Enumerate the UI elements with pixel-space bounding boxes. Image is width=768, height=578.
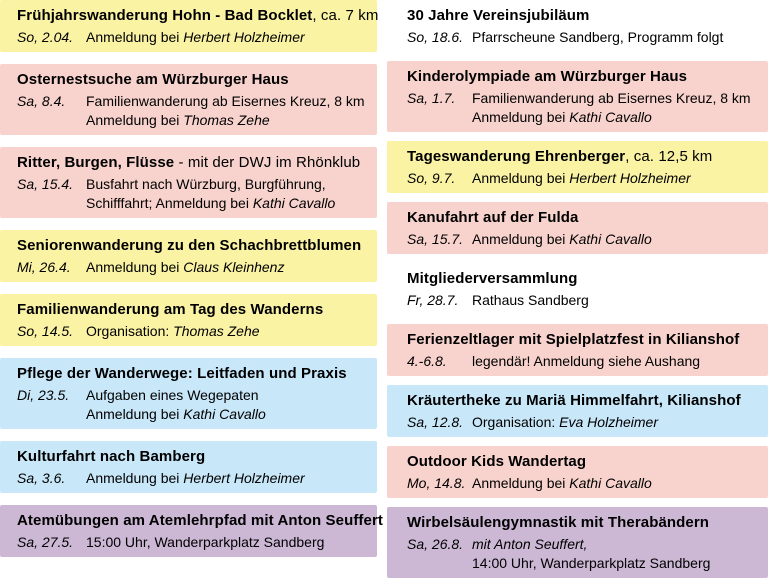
detail-text: Anmeldung bei (472, 231, 570, 247)
event-details (86, 533, 365, 552)
detail-text: legendär! Anmeldung siehe Aushang (472, 353, 701, 369)
event-title-text: 30 Jahre Vereinsjubiläum (407, 7, 590, 24)
event-date: Sa, 15.4. (17, 176, 74, 192)
event-details (472, 413, 756, 432)
event-date: So, 2.04. (17, 29, 74, 45)
event-title-text: Wirbelsäulengymnastik mit Therabändern (407, 514, 710, 531)
event-detail-line (472, 230, 756, 249)
event-detail-line (86, 386, 365, 405)
detail-text: Familienwanderung ab Eisernes Kreuz, 8 km (86, 93, 365, 109)
event-detail-line (472, 352, 756, 371)
column-right (387, 0, 768, 571)
person-name: Kathi Cavallo (569, 475, 652, 491)
event-details (86, 28, 365, 47)
event-title (17, 364, 365, 384)
detail-text: Anmeldung bei (86, 470, 184, 486)
event-detail-line (472, 535, 756, 554)
person-name: Herbert Holzheimer (569, 170, 691, 186)
event-details (472, 28, 756, 47)
event-card (387, 202, 768, 254)
detail-text: Organisation: (472, 414, 560, 430)
event-detail-line (86, 322, 365, 341)
person-name: mit Anton Seuffert, (472, 536, 588, 552)
event-detail-line (472, 554, 756, 573)
event-details (472, 352, 756, 371)
column-left (0, 0, 383, 550)
event-details (472, 169, 756, 188)
person-name: Kathi Cavallo (252, 195, 336, 211)
event-date: So, 14.5. (17, 323, 74, 339)
event-detail-line (86, 405, 365, 424)
event-title (407, 269, 756, 289)
event-date: Sa, 12.8. (407, 414, 464, 430)
event-date: Sa, 1.7. (407, 90, 456, 106)
event-title-suffix: , ca. 12,5 km (625, 148, 713, 165)
event-title-suffix: - mit der DWJ im Rhönklub (174, 154, 361, 171)
event-title (407, 147, 756, 167)
event-title-text: Kinderolympiade am Würzburger Haus (407, 68, 688, 85)
event-details (472, 474, 756, 493)
event-card (0, 358, 377, 429)
event-row (407, 535, 756, 573)
event-row (407, 291, 756, 310)
detail-text: Anmeldung bei (472, 170, 570, 186)
event-date: Sa, 8.4. (17, 93, 66, 109)
event-card (387, 324, 768, 376)
event-card (0, 505, 383, 557)
event-details (472, 89, 756, 127)
event-details (86, 258, 365, 277)
event-detail-line (86, 92, 365, 111)
event-date: So, 18.6. (407, 29, 464, 45)
detail-text: Anmeldung bei (86, 406, 184, 422)
detail-text: Rathaus Sandberg (472, 292, 589, 308)
detail-text: Organisation: (86, 323, 174, 339)
event-card (387, 507, 768, 578)
event-row (17, 92, 365, 130)
event-title-text: Kulturfahrt nach Bamberg (17, 448, 206, 465)
detail-text: Anmeldung bei (86, 112, 184, 128)
event-title-text: Osternestsuche am Würzburger Haus (17, 71, 289, 88)
event-row (17, 533, 365, 552)
event-card (0, 294, 377, 346)
event-detail-line (86, 111, 365, 130)
event-title (17, 300, 365, 320)
person-name: Claus Kleinhenz (183, 259, 285, 275)
event-row (17, 322, 365, 341)
event-card (387, 61, 768, 132)
event-detail-line (472, 291, 756, 310)
event-title-text: Outdoor Kids Wandertag (407, 453, 587, 470)
person-name: Herbert Holzheimer (183, 470, 305, 486)
event-date: Di, 23.5. (17, 387, 70, 403)
event-title (17, 6, 379, 26)
event-card (0, 230, 377, 282)
event-title (407, 391, 756, 411)
event-row (407, 89, 756, 127)
event-card (0, 0, 377, 52)
event-title-text: Ferienzeltlager mit Spielplatzfest in Kilianshof (407, 331, 740, 348)
event-details (86, 322, 365, 341)
event-row (407, 352, 756, 371)
event-detail-line (86, 258, 365, 277)
event-row (407, 474, 756, 493)
event-detail-line (86, 175, 365, 194)
event-detail-line (472, 474, 756, 493)
event-title-text: Kanufahrt auf der Fulda (407, 209, 579, 226)
event-details (472, 535, 756, 573)
event-row (407, 413, 756, 432)
event-card (387, 446, 768, 498)
event-details (86, 92, 365, 130)
person-name: Thomas Zehe (183, 112, 270, 128)
event-title-text: Kräutertheke zu Mariä Himmelfahrt, Kilianshof (407, 392, 741, 409)
event-detail-line (86, 533, 365, 552)
event-detail-line (472, 28, 756, 47)
event-title-text: Ritter, Burgen, Flüsse (17, 154, 175, 171)
event-title-text: Tageswanderung Ehrenberger (407, 148, 626, 165)
event-title (17, 70, 365, 90)
event-title (17, 447, 365, 467)
detail-text: Busfahrt nach Würzburg, Burgführung, (86, 176, 326, 192)
detail-text: Anmeldung bei (472, 109, 570, 125)
person-name: Kathi Cavallo (569, 231, 652, 247)
event-card (387, 385, 768, 437)
detail-text: Schifffahrt; Anmeldung bei (86, 195, 253, 211)
event-date: Sa, 27.5. (17, 534, 74, 550)
event-date: Sa, 26.8. (407, 536, 464, 552)
event-detail-line (472, 89, 756, 108)
event-card (0, 64, 377, 135)
event-card (387, 263, 768, 315)
event-date: Sa, 15.7. (407, 231, 464, 247)
event-date: 4.-6.8. (407, 353, 447, 369)
event-row (17, 386, 365, 424)
event-row (407, 230, 756, 249)
detail-text: 15:00 Uhr, Wanderparkplatz Sandberg (86, 534, 325, 550)
event-detail-line (86, 194, 365, 213)
detail-text: Anmeldung bei (472, 475, 570, 491)
event-date: Mi, 26.4. (17, 259, 71, 275)
event-row (17, 469, 365, 488)
event-date: Mo, 14.8. (407, 475, 466, 491)
event-details (472, 230, 756, 249)
event-row (17, 258, 365, 277)
detail-text: Pfarrscheune Sandberg, Programm folgt (472, 29, 724, 45)
event-title (17, 511, 383, 531)
person-name: Kathi Cavallo (569, 109, 652, 125)
event-details (86, 386, 365, 424)
event-title (407, 6, 756, 26)
event-row (17, 175, 365, 213)
event-detail-line (86, 28, 365, 47)
event-title-text: Atemübungen am Atemlehrpfad mit Anton Seuffert (17, 512, 383, 529)
event-title-text: Frühjahrswanderung Hohn - Bad Bocklet (17, 7, 313, 24)
event-title (407, 330, 756, 350)
event-card (387, 141, 768, 193)
event-date: So, 9.7. (407, 170, 456, 186)
event-title (407, 208, 756, 228)
event-detail-line (86, 469, 365, 488)
event-card (0, 147, 377, 218)
detail-text: Aufgaben eines Wegepaten (86, 387, 259, 403)
person-name: Eva Holzheimer (559, 414, 658, 430)
person-name: Kathi Cavallo (183, 406, 266, 422)
event-title (17, 236, 365, 256)
event-card (387, 0, 768, 52)
event-date: Sa, 3.6. (17, 470, 66, 486)
event-title-suffix: , ca. 7 km (312, 7, 379, 24)
person-name: Thomas Zehe (173, 323, 260, 339)
detail-text: Anmeldung bei (86, 259, 184, 275)
person-name: Herbert Holzheimer (183, 29, 305, 45)
event-date: Fr, 28.7. (407, 292, 459, 308)
event-title (407, 67, 756, 87)
event-details (86, 469, 365, 488)
event-row (407, 169, 756, 188)
event-details (86, 175, 365, 213)
event-detail-line (472, 169, 756, 188)
event-detail-line (472, 108, 756, 127)
event-details (472, 291, 756, 310)
detail-text: 14:00 Uhr, Wanderparkplatz Sandberg (472, 555, 711, 571)
event-title-text: Familienwanderung am Tag des Wanderns (17, 301, 324, 318)
event-row (407, 28, 756, 47)
event-card (0, 441, 377, 493)
event-detail-line (472, 413, 756, 432)
event-row (17, 28, 365, 47)
event-title (407, 513, 756, 533)
event-title-text: Pflege der Wanderwege: Leitfaden und Praxis (17, 365, 347, 382)
detail-text: Anmeldung bei (86, 29, 184, 45)
event-title (17, 153, 365, 173)
event-title-text: Seniorenwanderung zu den Schachbrettblumen (17, 237, 362, 254)
event-title (407, 452, 756, 472)
detail-text: Familienwanderung ab Eisernes Kreuz, 8 km (472, 90, 751, 106)
event-title-text: Mitgliederversammlung (407, 270, 578, 287)
